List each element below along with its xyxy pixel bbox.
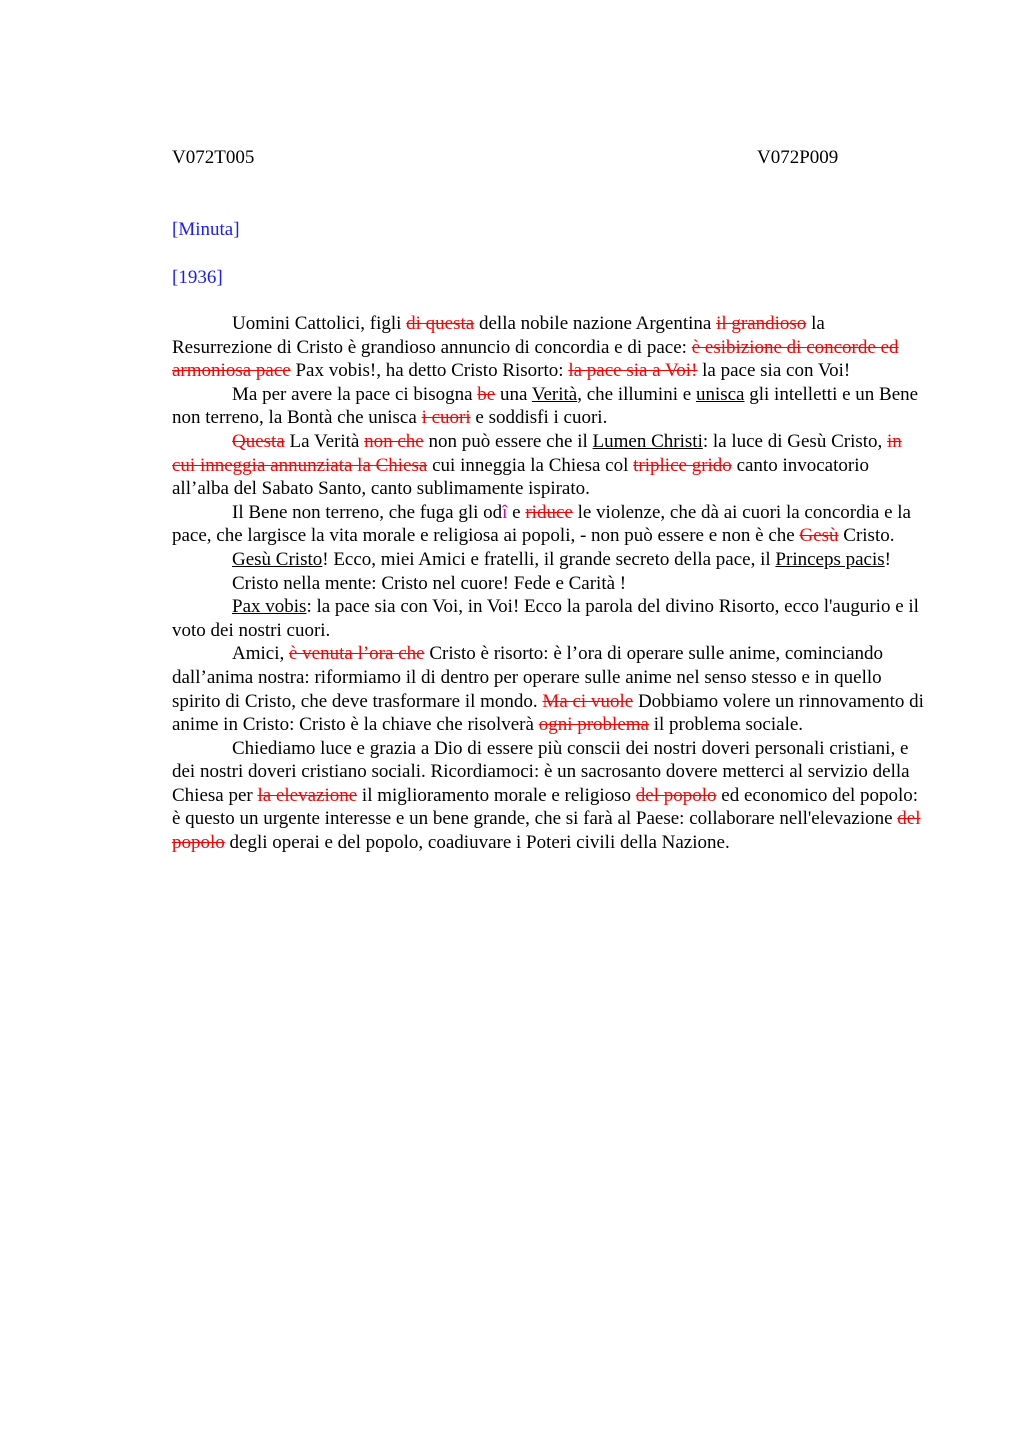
text-run: La Verità <box>284 430 365 452</box>
text-run: la Resurrezione di Cristo è grandioso annuncio di concordia e di pace: <box>172 313 825 358</box>
text-run: Pax vobis!, ha detto Cristo Risorto: <box>290 360 569 382</box>
deleted-text: i cuori <box>421 407 471 429</box>
year-note: [1936] <box>172 267 223 288</box>
text-run: ! Ecco, miei Amici e fratelli, il grande secreto della pace, il <box>322 548 776 570</box>
underlined-text: Pax vobis <box>232 596 307 618</box>
text-run: Il Bene non terreno, che fuga gli od <box>232 501 503 523</box>
paragraph <box>172 595 924 642</box>
deleted-text: è venuta l’ora che <box>289 643 425 665</box>
text-run: ! <box>884 548 891 570</box>
deleted-text: in cui inneggia annunziata la Chiesa <box>172 430 902 476</box>
deleted-text: di questa <box>406 313 475 334</box>
text-run: il miglioramento morale e religioso <box>357 784 636 806</box>
deleted-text: triplice grido <box>633 454 732 476</box>
text-run: Amici, <box>232 643 289 665</box>
text-run: : la pace sia con Voi, in Voi! Ecco la parola del divino Risorto, ecco l'augurio e il voto dei nostri cuori. <box>172 596 919 641</box>
text-run: gli intelletti e un Bene non terreno, la Bontà che unisca <box>172 383 919 429</box>
text-run: e soddisfi i cuori. <box>470 407 608 429</box>
underlined-text: Lumen Christi <box>592 430 703 452</box>
deleted-text: la pace sia a Voi! <box>568 360 698 382</box>
deleted-text: del popolo <box>635 784 717 806</box>
deleted-text: be <box>477 383 496 405</box>
deleted-text: Gesù <box>799 525 839 547</box>
deleted-text: del popolo <box>172 808 921 854</box>
minuta-note: [Minuta] <box>172 219 240 240</box>
text-run: Dobbiamo volere un rinnovamento di anime in Cristo: Cristo è la chiave che risolverà <box>172 690 924 736</box>
text-run: ed economico del popolo: è questo un urgente interesse e un bene grande, che si farà al Paese: collaborare nell'elevazione <box>172 784 919 830</box>
text-run: , che illumini e <box>577 383 696 405</box>
text-run: degli operai e del popolo, coadiuvare i Poteri civili della Nazione. <box>224 832 730 854</box>
underlined-text: Gesù Cristo <box>232 548 323 570</box>
underlined-text: unisca <box>695 383 745 405</box>
deleted-text: Ma ci vuole <box>542 690 634 712</box>
underlined-text: Princeps pacis <box>775 548 885 570</box>
document-code-right: V072P009 <box>757 147 839 168</box>
paragraph <box>172 312 924 383</box>
deleted-text: il grandioso <box>716 313 807 334</box>
document-code-left: V072T005 <box>172 147 255 168</box>
text-run: Uomini Cattolici, figli <box>232 313 407 334</box>
paragraph <box>172 383 924 430</box>
paragraph <box>172 548 924 572</box>
paragraph <box>172 642 924 736</box>
text-run: della nobile nazione Argentina <box>474 313 717 334</box>
text-run: cui inneggia la Chiesa col <box>427 454 634 476</box>
text-run: Cristo è risorto: è l’ora di operare sulle anime, cominciando dall’anima nostra: riformiamo il di dentro per operare sulle anime nel senso stesso e in quello spirito di Cristo, che deve trasformare il mondo. <box>172 643 884 712</box>
paragraph <box>172 737 924 855</box>
underlined-text: Verità <box>531 383 578 405</box>
deleted-text: è esibizione di concorde ed armoniosa pace <box>172 336 899 382</box>
text-run: le violenze, che dà ai cuori la concordia e la pace, che largisce la vita morale e religiosa ai popoli, - non può essere e non è che <box>172 501 911 547</box>
text-run: Chiediamo luce e grazia a Dio di essere più conscii dei nostri doveri personali cristiani, e dei nostri doveri cristiano sociali. Ricordiamoci: è un sacrosanto dovere metterci al servizio della Chiesa per <box>172 737 910 806</box>
deleted-text: non che <box>364 430 424 452</box>
deleted-text: riduce <box>525 501 573 523</box>
text-run: e <box>507 501 526 523</box>
paragraph <box>172 501 924 548</box>
text-run: la pace sia con Voi! <box>697 360 851 382</box>
text-run: : la luce di Gesù Cristo, <box>702 430 888 452</box>
text-run: Cristo. <box>838 525 895 547</box>
text-run: canto invocatorio all’alba del Sabato Santo, canto sublimamente ispirato. <box>172 454 869 500</box>
text-run: non può essere che il <box>423 430 593 452</box>
highlighted-character: î <box>502 501 508 523</box>
text-run: Cristo nella mente: Cristo nel cuore! Fede e Carità ! <box>232 572 627 594</box>
deleted-text: ogni problema <box>538 714 649 736</box>
text-run: Ma per avere la pace ci bisogna <box>232 383 478 405</box>
deleted-text: la elevazione <box>257 784 358 806</box>
deleted-text: Questa <box>232 430 285 452</box>
document-body <box>172 312 924 855</box>
paragraph <box>172 430 924 501</box>
text-run: il problema sociale. <box>648 714 804 736</box>
text-run: una <box>495 383 532 405</box>
paragraph <box>172 572 924 596</box>
